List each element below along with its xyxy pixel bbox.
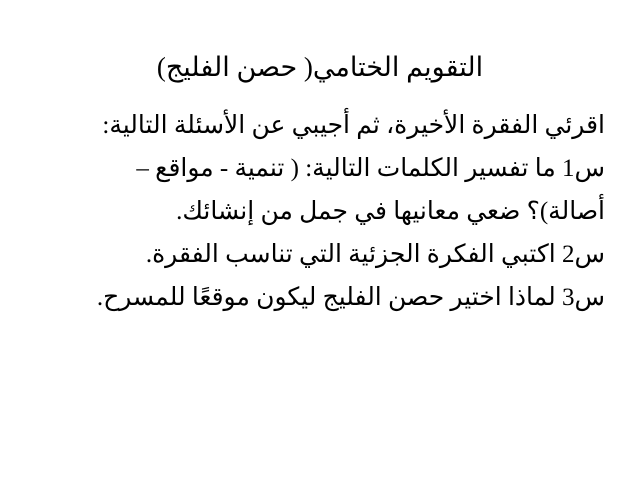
instruction-text: اقرئي الفقرة الأخيرة، ثم أجيبي عن الأسئلة التالية: xyxy=(102,112,605,139)
question-2: س2 اكتبي الفكرة الجزئية التي تناسب الفقرة. xyxy=(145,241,605,268)
question-1: س1 ما تفسير الكلمات التالية: ( تنمية - مواقع – أصالة)؟ ضعي معانيها في جمل من إنشائك. xyxy=(136,155,605,225)
question-3: س3 لماذا اختير حصن الفليج ليكون موقعًا للمسرح. xyxy=(96,284,605,311)
slide-body xyxy=(60,104,605,319)
slide-title: التقويم الختامي( حصن الفليج) xyxy=(156,52,484,82)
